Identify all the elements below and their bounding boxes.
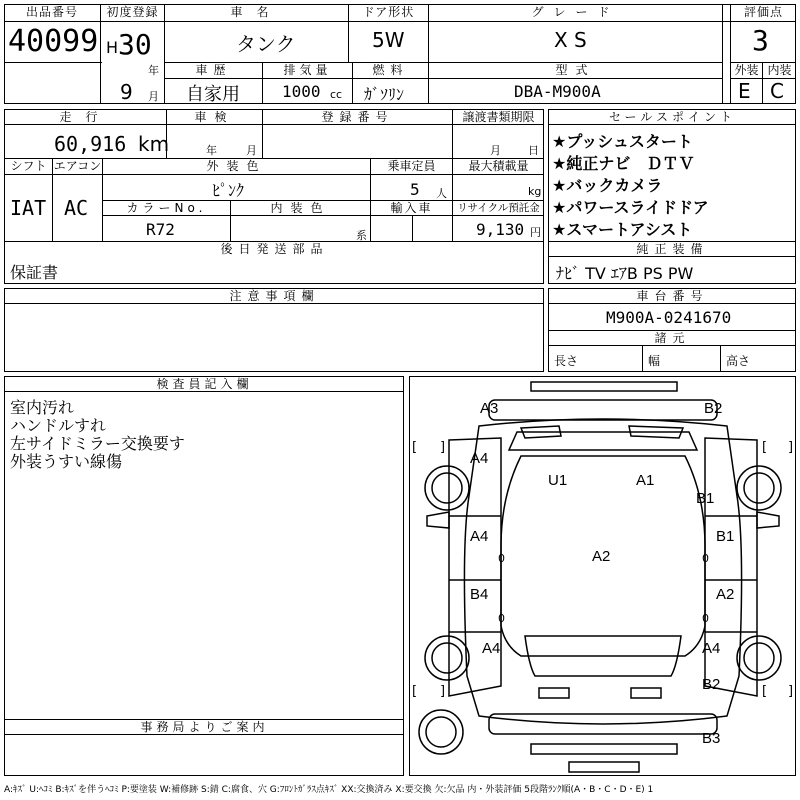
damage-mark-b3: B3	[702, 730, 721, 747]
damage-mark-b2-front: B2	[704, 400, 723, 417]
exterior-grade: E	[738, 79, 751, 103]
history-label: 車歴	[195, 63, 232, 77]
fuel: ｶﾞｿﾘﾝ	[364, 85, 405, 104]
model-code: DBA-M900A	[514, 82, 601, 101]
model-label: 型式	[555, 63, 596, 77]
bracket-left: [	[762, 440, 768, 455]
equipment-value: ﾅﾋﾞ TV ｴｱB PS PW	[556, 264, 694, 283]
bracket-right: ]	[440, 440, 446, 455]
damage-mark-a4-front-left: A4	[470, 450, 489, 467]
office-label: 事務局よりご案内	[140, 720, 269, 734]
selling-point: ★パワースライドドア	[552, 198, 709, 217]
bracket-right: ]	[788, 440, 794, 455]
damage-mark-a4-mid-left: A4	[470, 528, 489, 545]
color-number-label: カラーNo.	[126, 201, 207, 215]
registration-year: 30	[118, 28, 152, 61]
transfer-month-unit: 月	[490, 144, 501, 157]
recycle-label: リサイクル預託金	[457, 202, 540, 214]
inspection-month-unit: 月	[246, 144, 257, 157]
color-number: R72	[146, 220, 175, 239]
selling-point: ★純正ナビ ＤＴＶ	[552, 154, 695, 173]
bracket-left: [	[412, 440, 418, 455]
bracket-right: ]	[440, 684, 446, 699]
selling-point: ★バックカメラ	[552, 176, 663, 195]
interior-color-label: 内装色	[270, 201, 331, 215]
era: H	[106, 38, 119, 57]
interior-label: 内装	[767, 63, 792, 77]
selling-point: ★スマートアシスト	[552, 220, 693, 239]
max-load-unit: kg	[528, 185, 542, 198]
first-registration-label: 初度登録	[106, 5, 159, 19]
damage-mark-a3: A3	[480, 400, 499, 417]
bracket-left: [	[412, 684, 418, 699]
interior-color-unit: 系	[356, 229, 367, 242]
displacement-unit: cc	[330, 88, 343, 101]
damage-mark-a2-rear-right: A2	[716, 586, 735, 603]
month-unit: 月	[148, 90, 159, 103]
transfer-day-unit: 日	[528, 144, 539, 157]
door-type: 5W	[372, 28, 405, 52]
chassis-number: M900A-0241670	[606, 308, 732, 327]
selling-points-label: セールスポイント	[609, 110, 736, 124]
score-label: 評価点	[743, 5, 783, 19]
zero-mark: 0	[498, 612, 505, 625]
car-name-label: 車名	[230, 5, 283, 19]
displacement: 1000	[282, 82, 321, 101]
recycle-unit: 円	[530, 226, 541, 239]
bracket-right: ]	[788, 684, 794, 699]
capacity: 5	[410, 180, 420, 199]
import-label: 輸入車	[390, 201, 433, 215]
damage-mark-a2-center: A2	[592, 548, 611, 565]
registration-month: 9	[120, 80, 133, 104]
score: 3	[752, 24, 769, 57]
inspector-note: 室内汚れ	[10, 398, 75, 417]
inspection-label: 車検	[194, 110, 235, 124]
zero-mark: 0	[498, 552, 505, 565]
car-diagram	[409, 376, 796, 776]
exterior-color-label: 外装色	[206, 159, 267, 173]
chassis-label: 車台番号	[636, 289, 709, 303]
equipment-label: 純正装備	[636, 242, 709, 256]
max-load-label: 最大積載量	[468, 159, 529, 173]
lot-number: 40099	[8, 24, 99, 59]
lot-number-label: 出品番号	[25, 5, 78, 19]
damage-mark-b1-front-right: B1	[696, 490, 715, 507]
mileage-unit: km	[138, 132, 170, 156]
legend: A:ｷｽﾞ U:ﾍｺﾐ B:ｷｽﾞを伴うﾍｺﾐ P:要塗装 W:補修跡 S:錆 C:腐食、穴 G:ﾌﾛﾝﾄｶﾞﾗｽ点ｷｽﾞ XX:交換済み X:要交換 欠:欠品 内・外装評価 5段階ﾗﾝｸ順(A・B・C・D・E) 1	[4, 785, 654, 795]
capacity-unit: 人	[436, 187, 447, 200]
zero-mark: 0	[702, 612, 709, 625]
height-label: 高さ	[726, 354, 751, 368]
inspection-year-unit: 年	[206, 144, 217, 157]
car-name: タンク	[236, 32, 296, 56]
ac-label: エアコン	[53, 159, 102, 173]
selling-point: ★プッシュスタート	[552, 132, 693, 151]
grade-label: グレード	[531, 5, 620, 19]
history: 自家用	[186, 84, 240, 105]
parts-label: 後日発送部品	[220, 242, 329, 256]
mileage-label: 走行	[59, 110, 112, 124]
year-unit: 年	[148, 64, 159, 77]
exterior-label: 外装	[734, 63, 759, 77]
zero-mark: 0	[702, 552, 709, 565]
interior-grade: C	[770, 79, 784, 103]
capacity-label: 乗車定員	[387, 159, 436, 173]
inspector-note: 左サイドミラー交換要す	[10, 434, 185, 453]
length-label: 長さ	[554, 354, 579, 368]
damage-mark-a1: A1	[636, 472, 655, 489]
displacement-label: 排気量	[283, 63, 332, 77]
damage-mark-b1-mid-right: B1	[716, 528, 735, 545]
transfer-deadline-label: 譲渡書類期限	[462, 110, 535, 124]
fuel-label: 燃料	[372, 63, 409, 77]
parts-box	[4, 256, 544, 284]
ac: AC	[64, 196, 89, 220]
damage-mark-u1: U1	[548, 472, 568, 489]
inspector-note: ハンドルすれ	[10, 416, 107, 435]
grade: X S	[554, 28, 587, 52]
shift-label: シフト	[10, 159, 47, 173]
bracket-left: [	[762, 684, 768, 699]
door-label: ドア形状	[362, 5, 415, 19]
damage-mark-b4: B4	[470, 586, 489, 603]
width-label: 幅	[648, 354, 661, 368]
mileage: 60,916	[54, 132, 127, 156]
notes-label: 注意事項欄	[229, 289, 320, 303]
damage-mark-a4-rear-right: A4	[702, 640, 721, 657]
damage-mark-b2-rear: B2	[702, 676, 721, 693]
registration-number-label: 登録番号	[321, 110, 394, 124]
shift: IAT	[10, 196, 47, 220]
inspector-note: 外装うすい線傷	[10, 452, 123, 471]
specs-label: 諸元	[654, 331, 691, 345]
inspector-label: 検査員記入欄	[156, 377, 253, 391]
parts-value: 保証書	[10, 263, 59, 282]
exterior-color: ﾋﾟﾝｸ	[212, 181, 245, 200]
damage-mark-a4-rear-left: A4	[482, 640, 501, 657]
recycle-fee: 9,130	[476, 220, 525, 239]
